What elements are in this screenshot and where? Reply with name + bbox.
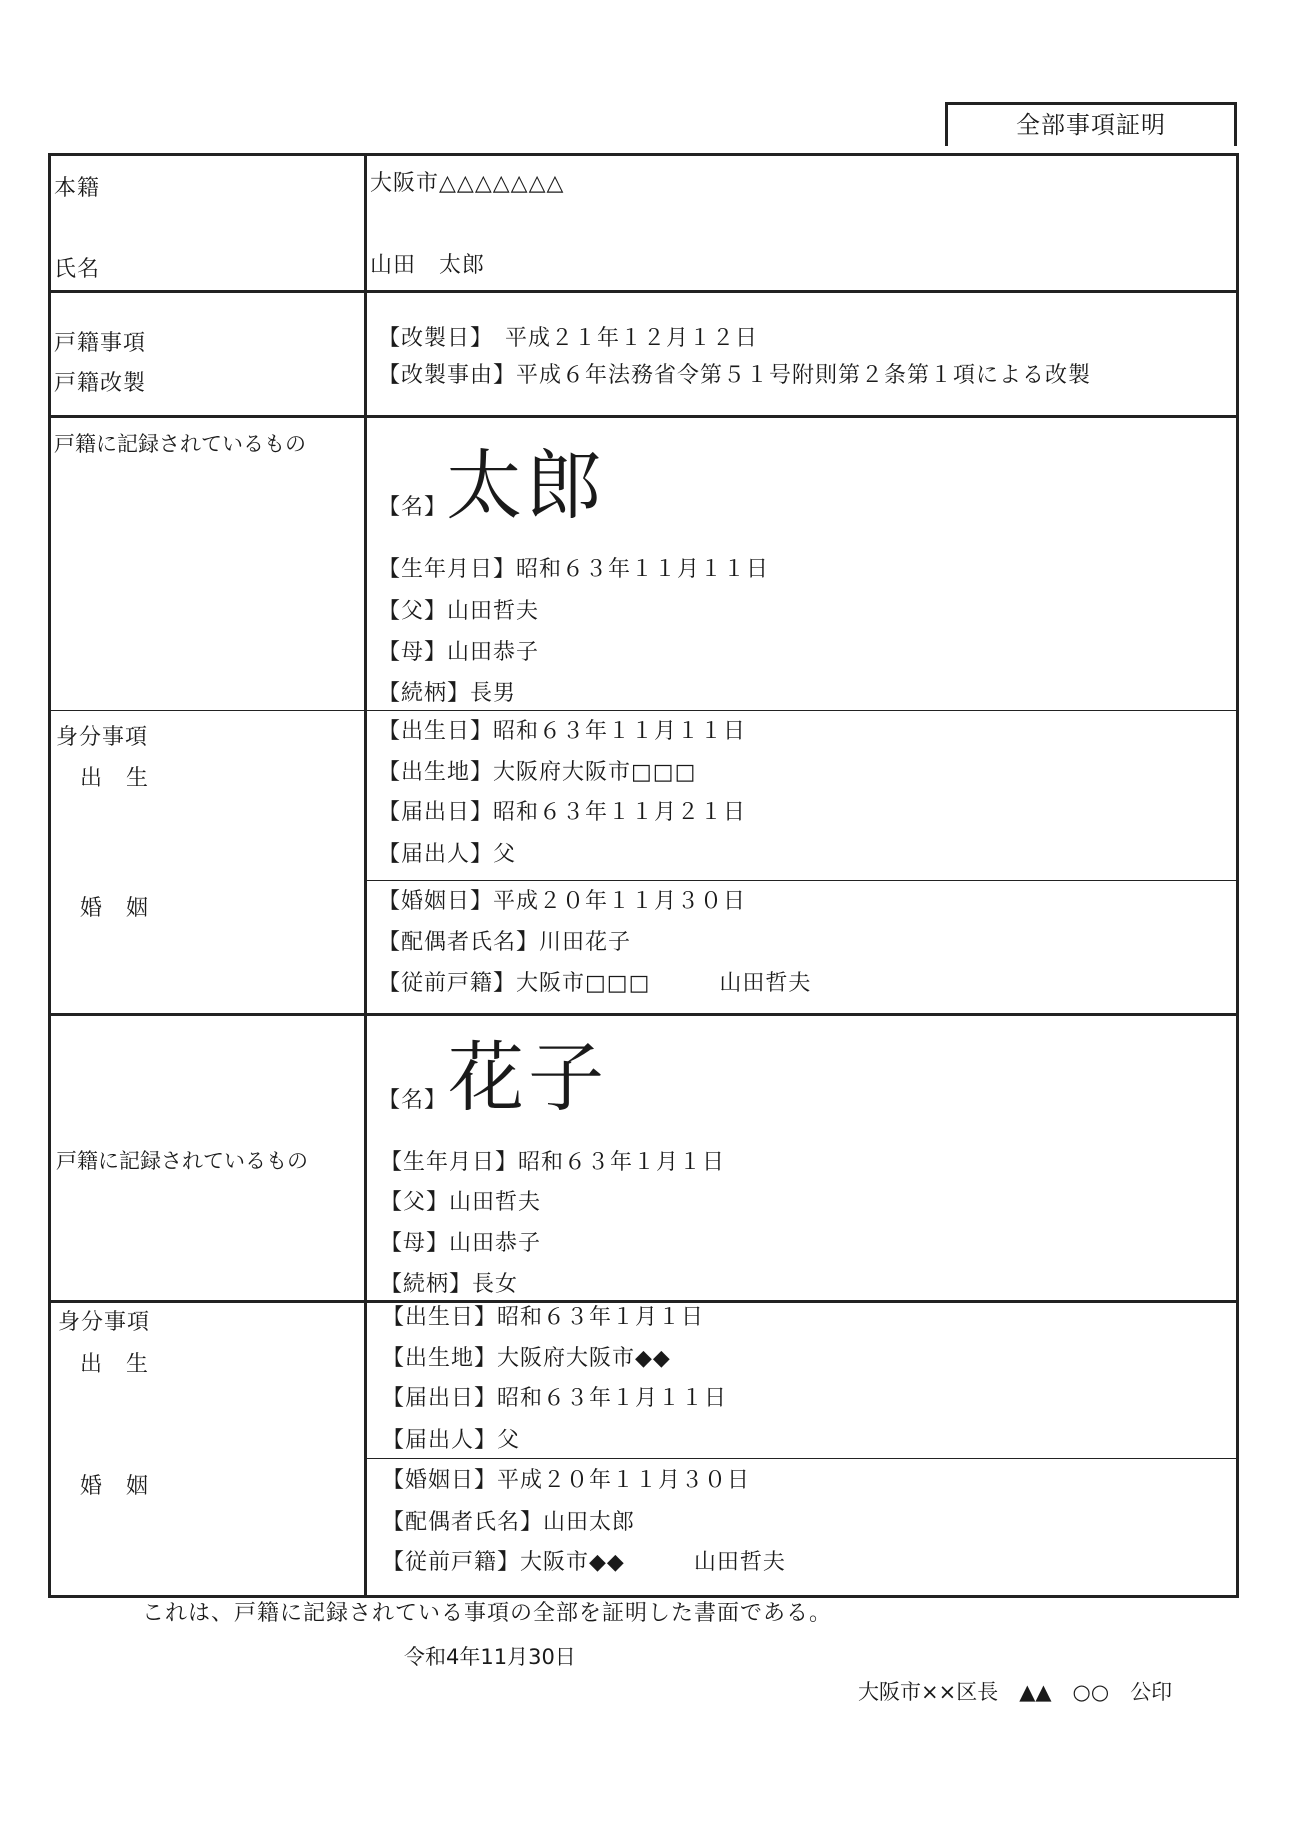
honseki-label: 本籍: [54, 176, 101, 201]
row-divider-person2-mibun: [48, 1300, 1239, 1303]
kaisei-reason: 【改製事由】平成６年法務省令第５１号附則第２条第１項による改製: [378, 363, 1092, 388]
honseki-value: 大阪市△△△△△△△: [370, 171, 565, 196]
row-divider-header: [48, 290, 1239, 293]
person2-record-label: 戸籍に記録されているもの: [56, 1149, 308, 1173]
person2-birth-label: 出 生: [80, 1352, 150, 1377]
person1-name: 太郎: [446, 441, 606, 530]
person1-spouse: 【配偶者氏名】川田花子: [378, 930, 632, 955]
person1-marriage-day: 【婚姻日】平成２０年１１月３０日: [378, 889, 747, 914]
person2-report-day: 【届出日】昭和６３年１月１１日: [382, 1386, 728, 1411]
row-divider-person2-marriage: [367, 1458, 1239, 1459]
person1-birth-label: 出 生: [80, 766, 150, 791]
footer-date: 令和4年11月30日: [404, 1645, 576, 1669]
person2-marriage-label: 婚 姻: [80, 1474, 150, 1499]
person1-report-day: 【届出日】昭和６３年１１月２１日: [378, 800, 747, 825]
person2-reporter: 【届出人】父: [382, 1428, 521, 1453]
person2-father: 【父】山田哲夫: [380, 1190, 542, 1215]
person1-birth-place: 【出生地】大阪府大阪市□□□: [378, 760, 697, 785]
person1-prev-koseki: 【従前戸籍】大阪市□□□ 山田哲夫: [378, 971, 812, 996]
footer-issuer: 大阪市××区長 ▲▲ ○○ 公印: [858, 1680, 1173, 1704]
person1-marriage-label: 婚 姻: [80, 896, 150, 921]
koseki-kaisei-label: 戸籍改製: [54, 371, 147, 396]
person1-father: 【父】山田哲夫: [378, 599, 540, 624]
person2-birth-place: 【出生地】大阪府大阪市◆◆: [382, 1346, 671, 1371]
person2-relation: 【続柄】長女: [380, 1272, 519, 1297]
certificate-title: 全部事項証明: [945, 102, 1237, 146]
person1-record-label: 戸籍に記録されているもの: [54, 432, 306, 456]
person2-birth-day: 【出生日】昭和６３年１月１日: [382, 1305, 705, 1330]
shimei-value: 山田 太郎: [370, 253, 486, 278]
person1-reporter: 【届出人】父: [378, 842, 517, 867]
person2-mother: 【母】山田恭子: [380, 1231, 542, 1256]
person2-name-tag: 【名】: [378, 1088, 448, 1113]
person1-mother: 【母】山田恭子: [378, 640, 540, 665]
person2-birthdate: 【生年月日】昭和６３年１月１日: [380, 1150, 726, 1175]
column-divider: [364, 153, 367, 1598]
person1-relation: 【続柄】長男: [378, 681, 517, 706]
person2-marriage-day: 【婚姻日】平成２０年１１月３０日: [382, 1468, 751, 1493]
row-divider-person1-marriage: [367, 880, 1239, 881]
person2-prev-koseki: 【従前戸籍】大阪市◆◆ 山田哲夫: [382, 1550, 786, 1575]
person1-birth-day: 【出生日】昭和６３年１１月１１日: [378, 719, 747, 744]
person1-name-tag: 【名】: [378, 495, 448, 520]
row-divider-person1-mibun: [48, 710, 1239, 711]
row-divider-person2: [48, 1013, 1239, 1016]
footer-statement: これは、戸籍に記録されている事項の全部を証明した書面である。: [142, 1601, 833, 1626]
shimei-label: 氏名: [54, 257, 101, 282]
person2-name: 花子: [448, 1033, 608, 1122]
person1-mibun-label: 身分事項: [56, 725, 149, 750]
koseki-jiko-label: 戸籍事項: [54, 331, 147, 356]
kaisei-date: 【改製日】 平成２１年１２月１２日: [378, 326, 759, 351]
person2-mibun-label: 身分事項: [58, 1310, 151, 1335]
row-divider-koseki: [48, 415, 1239, 418]
person2-spouse: 【配偶者氏名】山田太郎: [382, 1510, 636, 1535]
person1-birthdate: 【生年月日】昭和６３年１１月１１日: [378, 557, 770, 582]
